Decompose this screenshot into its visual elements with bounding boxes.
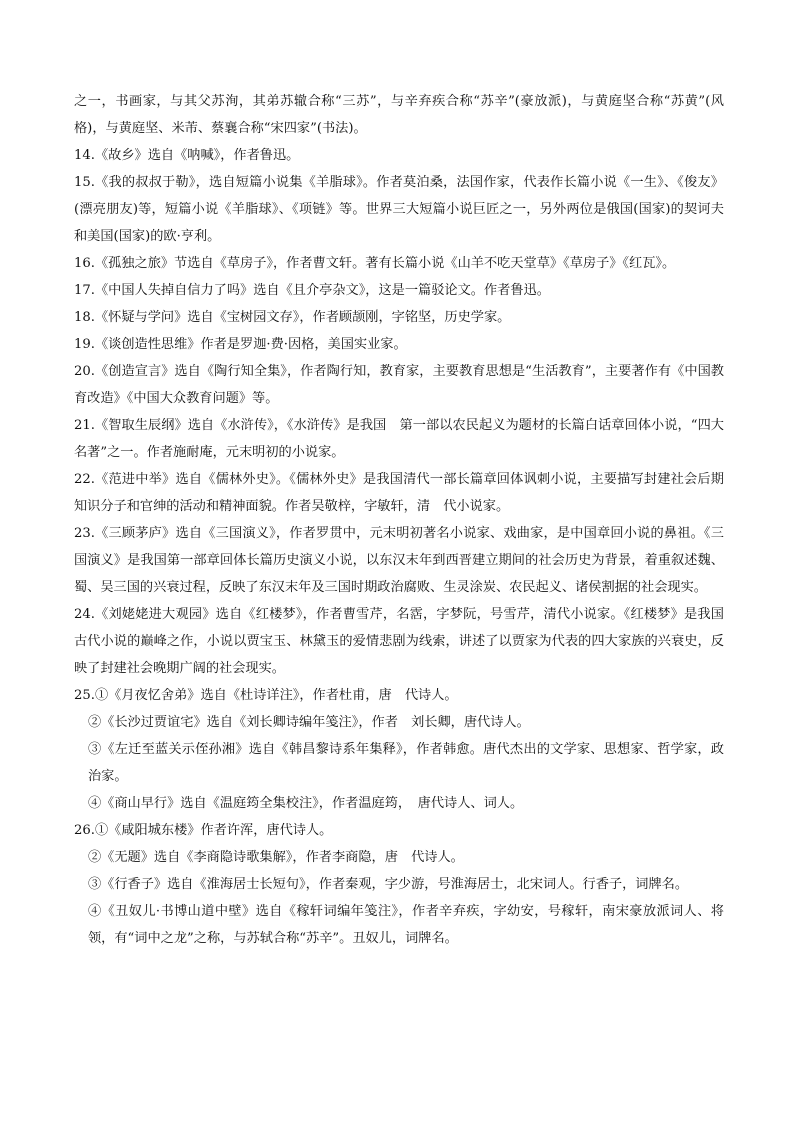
paragraph-15: 15.《我的叔叔于勒》，选自短篇小说集《羊脂球》。作者莫泊桑，法国作家，代表作长篇小说《一生》、《俊友》(漂亮朋友)等，短篇小说《羊脂球》、《项链》等。世界三大短篇小说巨匠之一，另外两位是俄国(国家)的契诃夫和美国(国家)的欧·亨利。 (74, 175, 724, 244)
paragraph-26-item-2: ②《无题》选自《李商隐诗歌集解》，作者李商隐，唐 代诗人。 (88, 850, 464, 865)
paragraph-26-item-1: 26.①《咸阳城东楼》作者许浑，唐代诗人。 (74, 823, 333, 838)
paragraph-16: 16.《孤独之旅》节选自《草房子》，作者曹文轩。著有长篇小说《山羊不吃天堂草》《草房子》《红瓦》。 (74, 256, 676, 271)
paragraph-14: 14.《故乡》选自《呐喊》，作者鲁迅。 (74, 148, 300, 163)
paragraph-13-continued: 之一，书画家，与其父苏洵，其弟苏辙合称“三苏”，与辛弃疾合称“苏辛”(豪放派)，与黄庭坚合称“苏黄”(风格)，与黄庭坚、米芾、蔡襄合称“宋四家”(书法)。 (74, 94, 724, 136)
paragraph-25-item-3: ③《左迁至蓝关示侄孙湘》选自《韩昌黎诗系年集释》，作者韩愈。唐代杰出的文学家、思想家、哲学家，政治家。 (88, 742, 724, 784)
document-body (74, 88, 724, 952)
paragraph-25-item-4: ④《商山早行》选自《温庭筠全集校注》，作者温庭筠， 唐代诗人、词人。 (88, 796, 524, 811)
paragraph-25-item-1: 25.①《月夜忆舍弟》选自《杜诗详注》，作者杜甫，唐 代诗人。 (74, 688, 458, 703)
paragraph-17: 17.《中国人失掉自信力了吗》选自《且介亭杂文》，这是一篇驳论文。作者鲁迅。 (74, 283, 550, 298)
paragraph-23: 23.《三顾茅庐》选自《三国演义》，作者罗贯中，元末明初著名小说家、戏曲家，是中国章回小说的鼻祖。《三国演义》是我国第一部章回体长篇历史演义小说，以东汉末年到西晋建立期间的社会历史为背景，着重叙述魏、蜀、吴三国的兴衰过程，反映了东汉末年及三国时期政治腐败、生灵涂炭、农民起义、诸侯割据的社会现实。 (74, 526, 724, 595)
paragraph-26-item-4: ④《丑奴儿·书博山道中壁》选自《稼轩词编年笺注》，作者辛弃疾，字幼安，号稼轩，南宋豪放派词人、将领，有“词中之龙”之称，与苏轼合称“苏辛”。丑奴儿，词牌名。 (88, 904, 724, 946)
paragraph-21: 21.《智取生辰纲》选自《水浒传》，《水浒传》是我国 第一部以农民起义为题材的长篇白话章回体小说，“四大名著”之一。作者施耐庵，元末明初的小说家。 (74, 418, 724, 460)
paragraph-25-item-2: ②《长沙过贾谊宅》选自《刘长卿诗编年笺注》，作者 刘长卿，唐代诗人。 (88, 715, 530, 730)
paragraph-18: 18.《怀疑与学问》选自《宝树园文存》，作者顾颉刚，字铭坚，历史学家。 (74, 310, 511, 325)
paragraph-22: 22.《范进中举》选自《儒林外史》。《儒林外史》是我国清代一部长篇章回体讽刺小说，主要描写封建社会后期知识分子和官绅的活动和精神面貌。作者吴敬梓，字敏轩，清 代小说家。 (74, 472, 724, 514)
paragraph-20: 20.《创造宣言》选自《陶行知全集》，作者陶行知，教育家，主要教育思想是“生活教育”，主要著作有《中国教育改造》《中国大众教育问题》等。 (74, 364, 724, 406)
paragraph-19: 19.《谈创造性思维》作者是罗迦·费·因格，美国实业家。 (74, 337, 407, 352)
paragraph-24: 24.《刘姥姥进大观园》选自《红楼梦》，作者曹雪芹，名霑，字梦阮，号雪芹，清代小说家。《红楼梦》是我国古代小说的巅峰之作，小说以贾宝玉、林黛玉的爱情悲剧为线索，讲述了以贾家为代表的四大家族的兴衰史，反映了封建社会晚期广阔的社会现实。 (74, 607, 724, 676)
paragraph-26-item-3: ③《行香子》选自《淮海居士长短句》，作者秦观，字少游，号淮海居士，北宋词人。行香子，词牌名。 (88, 877, 689, 892)
